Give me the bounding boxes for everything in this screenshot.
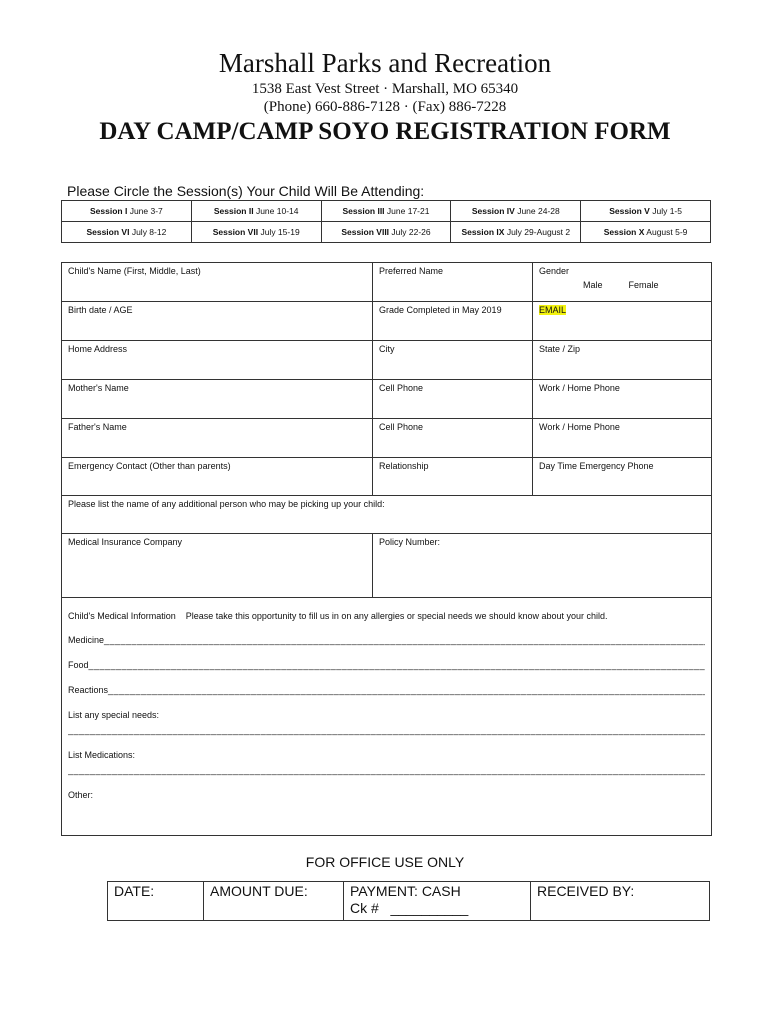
session-cell-1[interactable]	[62, 201, 192, 222]
session-dates: July 29-August 2	[506, 227, 571, 237]
state-zip-field[interactable]	[533, 341, 712, 380]
field-label: Medicine	[68, 635, 105, 645]
special-needs-line[interactable]	[68, 724, 705, 736]
session-name: Session III	[342, 206, 385, 216]
email-field[interactable]	[533, 302, 712, 341]
session-cell-7[interactable]	[191, 222, 321, 243]
medical-heading: Child's Medical Information	[68, 611, 176, 621]
office-use-title: FOR OFFICE USE ONLY	[305, 854, 465, 870]
field-label: Cell Phone	[379, 422, 424, 432]
session-cell-6[interactable]	[62, 222, 192, 243]
field-label: EMAIL	[539, 305, 567, 315]
field-label: Emergency Contact (Other than parents)	[68, 461, 231, 471]
medications-line[interactable]	[68, 764, 705, 776]
session-cell-5[interactable]	[581, 201, 711, 222]
field-label: Mother's Name	[68, 383, 129, 393]
session-name: Session VI	[86, 227, 130, 237]
session-dates: June 10-14	[255, 206, 299, 216]
mother-work-phone-field[interactable]	[533, 380, 712, 419]
field-label: Father's Name	[68, 422, 127, 432]
session-dates: August 5-9	[646, 227, 688, 237]
form-title: DAY CAMP/CAMP SOYO REGISTRATION FORM	[99, 118, 671, 145]
session-cell-10[interactable]	[581, 222, 711, 243]
session-name: Session I	[90, 206, 128, 216]
office-use-table	[107, 881, 710, 921]
field-label: Work / Home Phone	[539, 383, 620, 393]
field-label: City	[379, 344, 395, 354]
city-field[interactable]	[373, 341, 533, 380]
relationship-field[interactable]	[373, 458, 533, 496]
session-name: Session VII	[212, 227, 259, 237]
session-dates: July 15-19	[260, 227, 300, 237]
field-label: Relationship	[379, 461, 429, 471]
session-dates: July 1-5	[652, 206, 682, 216]
mothers-name-field[interactable]	[62, 380, 373, 419]
father-work-phone-field[interactable]	[533, 419, 712, 458]
session-cell-9[interactable]	[451, 222, 581, 243]
special-needs-label: List any special needs:	[68, 710, 160, 720]
session-name: Session X	[603, 227, 645, 237]
medical-info-section[interactable]	[62, 598, 712, 836]
organization-address: 1538 East Vest Street · Marshall, MO 65340	[251, 81, 519, 97]
other-label: Other:	[68, 790, 94, 800]
organization-phones: (Phone) 660-886-7128 · (Fax) 886-7228	[263, 99, 507, 115]
field-label: Child's Name (First, Middle, Last)	[68, 266, 201, 276]
session-instruction: Please Circle the Session(s) Your Child Will Be Attending:	[67, 183, 425, 199]
session-name: Session II	[213, 206, 254, 216]
session-name: Session VIII	[341, 227, 390, 237]
field-label: Food	[68, 660, 89, 670]
mother-cell-phone-field[interactable]	[373, 380, 533, 419]
gender-field[interactable]	[533, 263, 712, 302]
pickup-persons-field[interactable]	[62, 496, 712, 534]
session-cell-8[interactable]	[321, 222, 451, 243]
office-received-by-field[interactable]	[531, 882, 710, 921]
food-line[interactable]	[68, 659, 705, 671]
home-address-field[interactable]	[62, 341, 373, 380]
field-label: Birth date / AGE	[68, 305, 133, 315]
field-label: Please list the name of any additional person who may be picking up your child:	[68, 499, 385, 509]
field-label: Grade Completed in May 2019	[379, 305, 502, 315]
medicine-line[interactable]	[68, 634, 705, 646]
gender-option-male[interactable]: Male	[583, 280, 603, 290]
field-label: DATE:	[114, 883, 155, 899]
office-date-field[interactable]	[108, 882, 204, 921]
registration-info-table	[61, 262, 712, 836]
birth-date-field[interactable]	[62, 302, 373, 341]
office-amount-due-field[interactable]	[204, 882, 344, 921]
policy-number-field[interactable]	[373, 534, 712, 598]
field-label: State / Zip	[539, 344, 581, 354]
reactions-line[interactable]	[68, 684, 705, 696]
field-label: Day Time Emergency Phone	[539, 461, 654, 471]
office-payment-field[interactable]	[344, 882, 531, 921]
preferred-name-field[interactable]	[373, 263, 533, 302]
session-dates: June 3-7	[129, 206, 163, 216]
field-label: Work / Home Phone	[539, 422, 620, 432]
child-name-field[interactable]	[62, 263, 373, 302]
field-label: Policy Number:	[379, 537, 441, 547]
field-label: Cell Phone	[379, 383, 424, 393]
organization-name: Marshall Parks and Recreation	[218, 48, 552, 78]
insurance-company-field[interactable]	[62, 534, 373, 598]
session-cell-3[interactable]	[321, 201, 451, 222]
medical-instruction: Please take this opportunity to fill us in on any allergies or special needs we should know about your child.	[185, 611, 608, 621]
session-name: Session V	[609, 206, 650, 216]
father-cell-phone-field[interactable]	[373, 419, 533, 458]
session-dates: July 22-26	[391, 227, 431, 237]
session-dates: July 8-12	[131, 227, 167, 237]
session-name: Session IX	[461, 227, 505, 237]
emergency-contact-field[interactable]	[62, 458, 373, 496]
field-label: Home Address	[68, 344, 128, 354]
grade-field[interactable]	[373, 302, 533, 341]
field-label: AMOUNT DUE:	[210, 883, 308, 899]
session-table	[61, 200, 711, 243]
payment-check-label: Ck # __________	[350, 900, 469, 916]
session-dates: June 24-28	[517, 206, 560, 216]
session-cell-2[interactable]	[191, 201, 321, 222]
session-dates: June 17-21	[386, 206, 430, 216]
field-label: Reactions	[68, 685, 109, 695]
field-label: Gender	[539, 266, 570, 276]
payment-cash-label: PAYMENT: CASH	[350, 883, 461, 899]
session-name: Session IV	[471, 206, 515, 216]
medications-label: List Medications:	[68, 750, 136, 760]
daytime-phone-field[interactable]	[533, 458, 712, 496]
field-label: RECEIVED BY:	[537, 883, 635, 899]
field-label: Medical Insurance Company	[68, 537, 183, 547]
fathers-name-field[interactable]	[62, 419, 373, 458]
field-label: Preferred Name	[379, 266, 444, 276]
session-cell-4[interactable]	[451, 201, 581, 222]
gender-option-female[interactable]: Female	[628, 280, 659, 290]
